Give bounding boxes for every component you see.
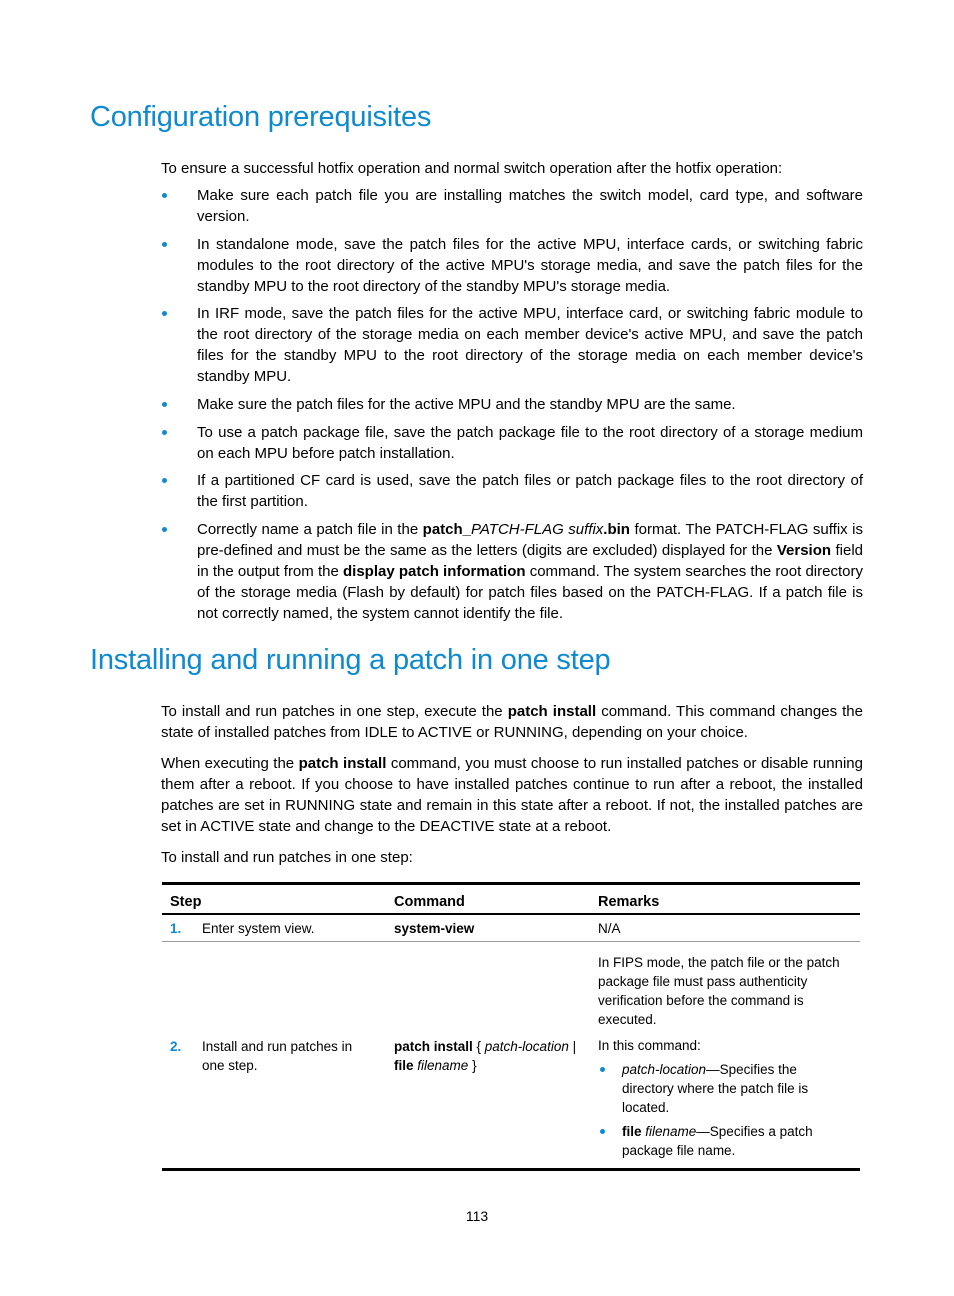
section-title-configuration-prerequisites: Configuration prerequisites (90, 101, 432, 133)
steps-table (162, 882, 860, 1171)
remarks-fips-note: In FIPS mode, the patch file or the patch package file must pass authenticity verification before the command is executed. (598, 955, 840, 1027)
command-keyword: file (394, 1057, 414, 1073)
command-argument: filename (417, 1057, 469, 1073)
intro-paragraph: To ensure a successful hotfix operation and normal switch operation after the hotfix operation: (161, 160, 783, 177)
list-item (161, 470, 863, 512)
patch-install-command: patch install (507, 703, 597, 720)
page-number: 113 (465, 1208, 489, 1224)
patch-install-command: patch install (298, 755, 387, 772)
command-cell (386, 942, 590, 1170)
list-item-text: In IRF mode, save the patch files for the active MPU, interface card, or switching fabric module to the root directory of the storage media on each member device's active MPU, and save the patch files for the standby MPU to the root directory of the storage media on each member device's standby MPU. (197, 305, 863, 385)
command-text: system-view (394, 921, 475, 936)
command-syntax: { (472, 1038, 485, 1054)
text-run: format. The PATCH-FLAG suffix is pre-defined and must be the same as the letters (digits are excluded) displayed for the (197, 521, 863, 559)
remarks-cell (590, 942, 860, 1170)
table-header-row (162, 884, 860, 915)
bullet-icon (600, 1129, 605, 1134)
list-item (161, 519, 863, 624)
remarks-bullet (598, 1060, 852, 1117)
header-command: Command (386, 884, 590, 915)
step-cell (162, 942, 386, 1170)
list-item (161, 234, 863, 297)
step-cell (162, 914, 386, 942)
bin-extension: .bin (603, 521, 630, 538)
text-run: field in the output from the (197, 542, 863, 580)
bullet-icon (162, 402, 167, 407)
argument-name: filename (641, 1124, 697, 1139)
section-title-installing-patch: Installing and running a patch in one step (90, 644, 611, 676)
argument-description: —Specifies the directory where the patch file is located. (622, 1062, 809, 1115)
bullet-icon (600, 1067, 605, 1072)
list-item (161, 394, 863, 415)
list-item (161, 303, 863, 387)
header-remarks: Remarks (590, 884, 860, 915)
table-row (162, 914, 860, 942)
bullet-icon (162, 478, 167, 483)
text-run: command. The system searches the root directory of the storage media (Flash by default) for patch files based on the PATCH-FLAG. If a patch file is not correctly named, the system cannot identify the file. (197, 563, 863, 622)
remarks-cell: N/A (590, 914, 860, 942)
step-text: Enter system view. (202, 921, 315, 936)
step-text: Install and run patches in one step. (202, 1038, 353, 1073)
step-number: 1. (170, 921, 182, 936)
command-cell (386, 914, 590, 942)
patch-prefix: patch_ (422, 521, 472, 538)
text-run: When executing the (161, 755, 299, 772)
list-item (161, 422, 863, 464)
list-item-text: Make sure each patch file you are installing matches the switch model, card type, and software version. (197, 187, 863, 225)
list-item-text: If a partitioned CF card is used, save the patch files or patch package files to the root directory of the first partition. (197, 472, 863, 510)
paragraph-3: To install and run patches in one step: (161, 849, 413, 866)
version-field: Version (776, 542, 832, 559)
bullet-icon (162, 311, 167, 316)
paragraph-2 (161, 753, 863, 837)
list-item-text: To use a patch package file, save the patch package file to the root directory of a storage medium on each MPU before patch installation. (197, 424, 863, 462)
keyword-name: file (622, 1124, 642, 1139)
list-item-text: Make sure the patch files for the active MPU and the standby MPU are the same. (197, 396, 736, 413)
text-run: command, you must choose to run installed patches or disable running them after a reboot. If you choose to have installed patches continue to run after a reboot, the installed patches are set in RUNNING state and remain in this state after a reboot. If not, the installed patches are set in ACTIVE state and change to the DEACTIVE state at a reboot. (161, 755, 863, 835)
header-step: Step (162, 884, 386, 915)
list-item-text: In standalone mode, save the patch files for the active MPU, interface cards, or switching fabric modules to the root directory of the active MPU's storage media, and save the patch files for the standby MPU to the root directory of the standby MPU's storage media. (197, 236, 863, 295)
argument-description: —Specifies a patch package file name. (622, 1124, 813, 1158)
paragraph-1 (161, 701, 863, 743)
bullet-icon (162, 193, 167, 198)
table-row (162, 942, 860, 1170)
step-number: 2. (170, 1038, 182, 1054)
command-argument: patch-location (484, 1038, 569, 1054)
command-syntax: } (468, 1057, 477, 1073)
text-run: command. This command changes the state of installed patches from IDLE to ACTIVE or RUNNING, depending on your choice. (161, 703, 863, 741)
bullet-icon (162, 242, 167, 247)
text-run: To install and run patches in one step, execute the (161, 703, 508, 720)
remarks-intro: In this command: (598, 1038, 701, 1053)
list-item (161, 185, 863, 227)
text-run: Correctly name a patch file in the (197, 521, 423, 538)
display-patch-information-command: display patch information (342, 563, 526, 580)
patch-flag-suffix: PATCH-FLAG suffix (471, 521, 604, 538)
remarks-bullet (598, 1122, 852, 1160)
argument-name: patch-location (622, 1062, 707, 1077)
command-keyword: patch install (394, 1038, 473, 1054)
bullet-icon (162, 527, 167, 532)
command-syntax: | (568, 1038, 577, 1054)
bullet-icon (162, 430, 167, 435)
